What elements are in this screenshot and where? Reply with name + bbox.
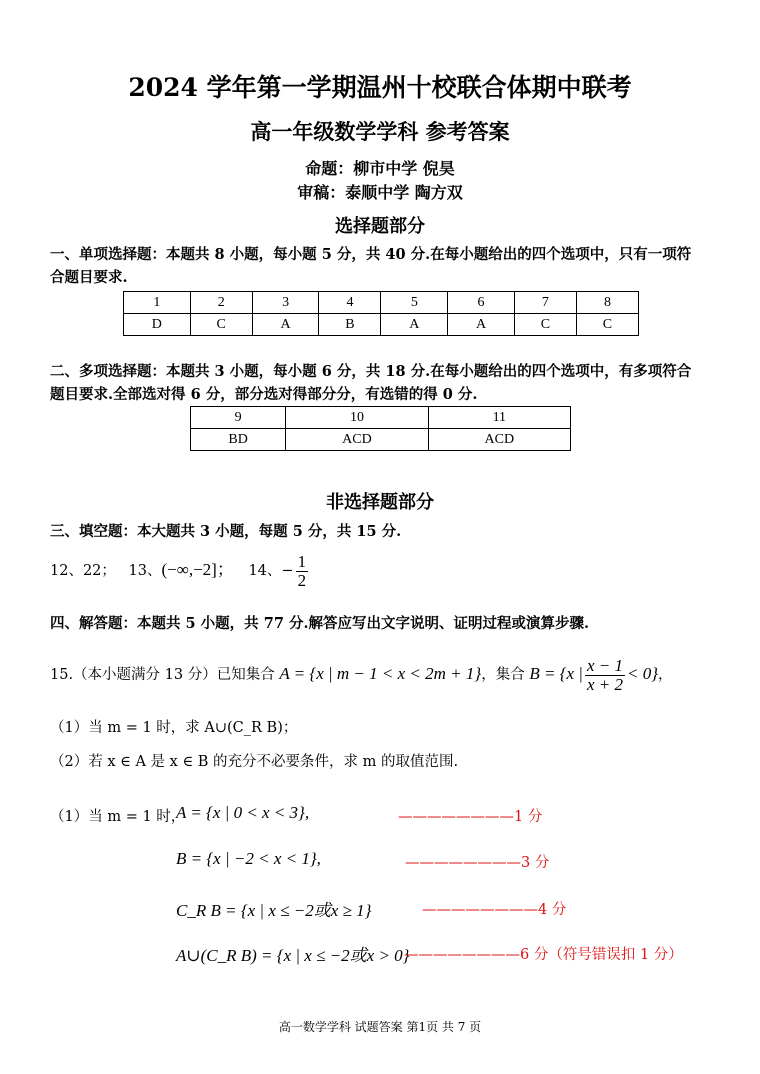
q15-part2: （2）若 x ∈ A 是 x ∈ B 的充分不必要条件，求 m 的取值范围.	[50, 754, 459, 770]
solutions-intro: 四、解答题：本题共 5 小题，共 77 分.解答应写出文字说明、证明过程或演算步骤.	[50, 615, 590, 632]
q15-stem-end: ，	[658, 667, 673, 683]
question-number: 3	[252, 292, 319, 314]
question-number: 11	[428, 407, 570, 429]
choice-section-heading: 选择题部分	[335, 216, 425, 237]
set-b-prefix: B = {x |	[529, 664, 583, 683]
fill-blank-answers	[50, 550, 310, 591]
score-mark-2: ————————3 分	[405, 855, 550, 871]
set-a-definition: A = {x | m − 1 < x < 2m + 1}	[279, 664, 482, 683]
author-line: 命题：柳市中学 倪昊	[305, 159, 455, 178]
question-number: 2	[190, 292, 252, 314]
question-number: 9	[191, 407, 286, 429]
multi-choice-intro: 二、多项选择题：本题共 3 小题，每小题 6 分，共 18 分.在每小题给出的四个选项中，有多项符合	[50, 363, 692, 380]
q15-part1: （1）当 m = 1 时，求 A∪(C_R B)；	[50, 720, 298, 736]
question-number: 8	[576, 292, 638, 314]
fraction-numerator: x − 1	[586, 655, 623, 675]
fraction-denominator: 2	[297, 570, 307, 590]
single-choice-intro: 一、单项选择题：本题共 8 小题，每小题 5 分，共 40 分.在每小题给出的四个选项中，只有一项符	[50, 246, 692, 263]
fill-blank-intro: 三、填空题：本大题共 3 小题，每题 5 分，共 15 分.	[50, 523, 402, 540]
table-row	[191, 429, 571, 451]
question-number: 6	[448, 292, 515, 314]
set-b-fraction	[585, 657, 625, 694]
document-subtitle: 高一年级数学学科 参考答案	[250, 119, 510, 144]
solution-prefix: （1）当 m = 1 时，	[50, 809, 186, 825]
score-mark-4: ————————6 分（符号错误扣 1 分）	[404, 947, 683, 963]
solution-step-4: A∪(C_R B) = {x | x ≤ −2或x > 0}	[176, 946, 410, 965]
answer-cell: C	[514, 314, 576, 336]
answer-12: 12、22；	[50, 563, 116, 579]
table-row	[191, 407, 571, 429]
answer-cell: A	[252, 314, 319, 336]
question-number: 4	[319, 292, 381, 314]
reviewer-line: 审稿：泰顺中学 陶方双	[297, 183, 463, 202]
answer-cell: C	[190, 314, 252, 336]
solution-step-3: C_R B = {x | x ≤ −2或x ≥ 1}	[176, 901, 372, 920]
solution-step-2: B = {x | −2 < x < 1},	[176, 849, 321, 868]
score-mark-1: ————————1 分	[398, 809, 543, 825]
question-number: 10	[286, 407, 428, 429]
single-choice-intro-2: 合题目要求.	[50, 269, 128, 286]
non-choice-section-heading: 非选择题部分	[326, 492, 434, 513]
page-footer: 高一数学学科 试题答案 第1页 共 7 页	[278, 1020, 482, 1034]
answer-cell: ACD	[286, 429, 428, 451]
answer-cell: A	[381, 314, 448, 336]
answer-13-value: (−∞,−2]；	[161, 560, 234, 579]
fraction-denominator: x + 2	[586, 674, 623, 694]
answer-cell: C	[576, 314, 638, 336]
question-number: 5	[381, 292, 448, 314]
answer-cell: ACD	[428, 429, 570, 451]
answer-cell: BD	[191, 429, 286, 451]
document-title: 2024 学年第一学期温州十校联合体期中联考	[128, 73, 632, 102]
single-choice-answer-table	[123, 291, 639, 336]
answer-14-fraction	[296, 553, 309, 590]
solution-step-1: A = {x | 0 < x < 3},	[176, 803, 310, 822]
q15-stem-prefix: 15.（本小题满分 13 分）已知集合	[50, 667, 280, 683]
table-row	[124, 292, 639, 314]
answer-cell: B	[319, 314, 381, 336]
question-number: 7	[514, 292, 576, 314]
question-number: 1	[124, 292, 191, 314]
q15-stem-mid: ，集合	[481, 667, 530, 683]
set-b-suffix: < 0}	[626, 664, 658, 683]
multi-choice-intro-2: 题目要求.全部选对得 6 分，部分选对得部分分，有选错的得 0 分.	[50, 386, 478, 403]
fraction-numerator: 1	[297, 551, 307, 571]
score-mark-3: ————————4 分	[422, 902, 567, 918]
answer-cell: A	[448, 314, 515, 336]
answer-14-label: 14、−	[248, 563, 294, 579]
answer-13-label: 13、	[128, 563, 162, 579]
answer-cell: D	[124, 314, 191, 336]
table-row	[124, 314, 639, 336]
multi-choice-answer-table	[190, 406, 571, 451]
q15-stem	[50, 650, 673, 699]
